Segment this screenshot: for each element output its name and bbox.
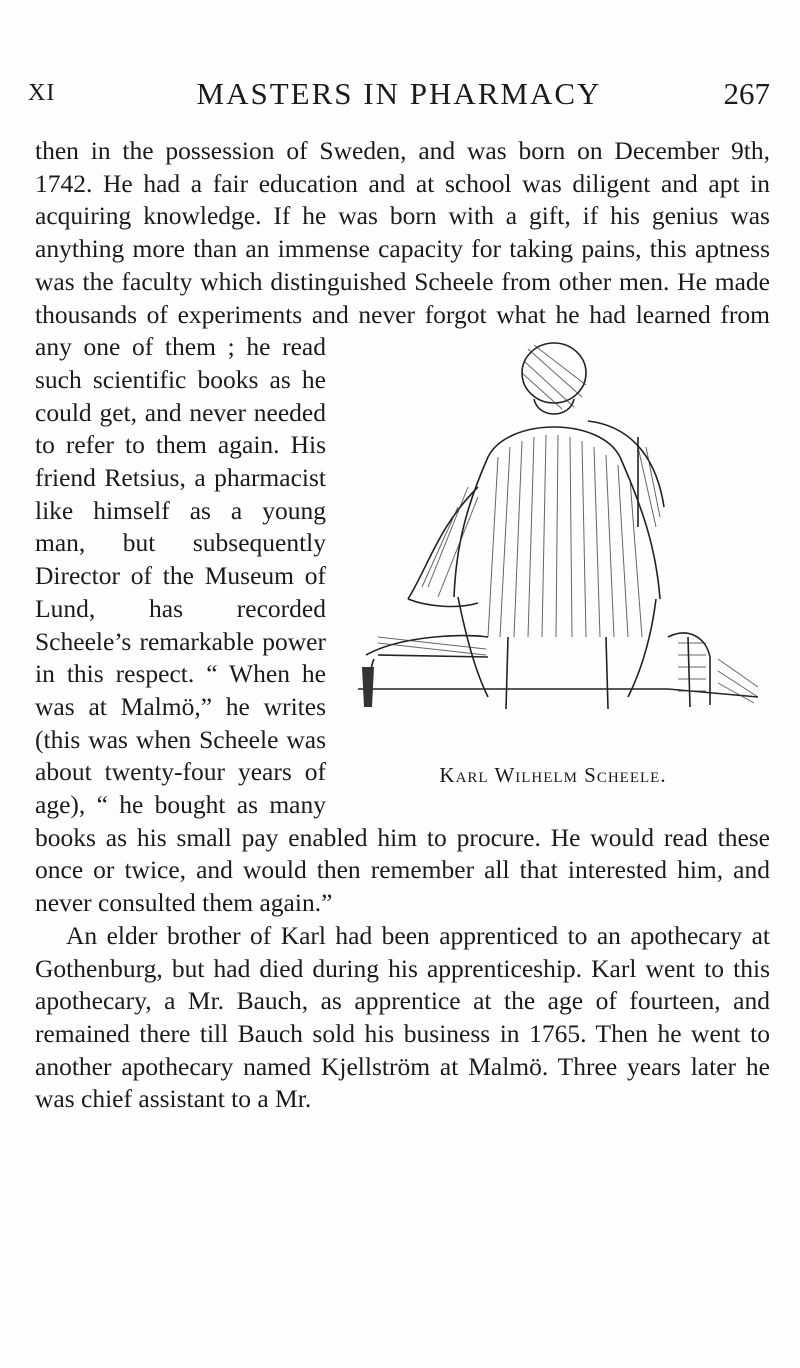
running-header xyxy=(28,76,770,112)
body-text xyxy=(35,135,770,1116)
figure-caption: Karl Wilhelm Scheele. xyxy=(439,763,667,788)
paragraph xyxy=(35,135,770,920)
chapter-number: XI xyxy=(28,80,56,106)
paragraph-text: he read such scientific books as he could get, and never needed to refer to them again. His friend Retsius, a pharmacist like himself as a young man, but subsequently Director of the Museum of Lund, has recorded Scheele’s remarkable power in this respect. “ When he was at Malmö,” he writes (this was when Scheele was about twenty-four years of age), “ he bought as many books as his small pay enabled him to procure. He would read these once or twice, and would then remember all that interested him, and never consulted them again.” xyxy=(35,332,770,918)
paragraph: An elder brother of Karl had been apprenticed to an apothecary at Gothenburg, but had died during his apprenticeship. Karl went to this apothecary, a Mr. Bauch, as apprentice at the age of fourteen, and remained there till Bauch sold his business in 1765. Then he went to another apothecary named Kjellström at Malmö. Three years later he was chief assistant to a Mr. xyxy=(35,920,770,1114)
page-number: 267 xyxy=(723,76,770,111)
figure xyxy=(338,337,770,795)
portrait-engraving xyxy=(338,337,770,757)
running-title: MASTERS IN PHARMACY xyxy=(196,76,602,111)
paragraph-text: then in the possession of Sweden, and was born on December 9th, 1742. He had a fair education and at school was diligent and apt in acquiring knowledge. If he was born with a gift, if his genius was anything more than an immense capacity for taking pains, this aptness was the faculty which distinguished Scheele from other men. He made thousands of experiments and never forgot what he had learned from any one of them ; xyxy=(35,136,770,362)
